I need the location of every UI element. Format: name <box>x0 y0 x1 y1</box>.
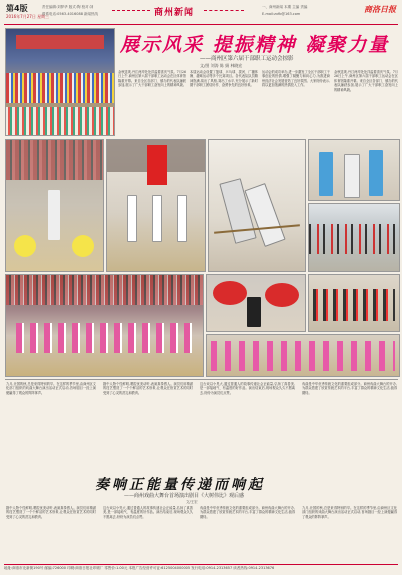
article2-subhead: ——商州戏曲大舞台首场演出剧目《大树伟比》观后感 <box>124 493 245 499</box>
photo-dance-performance <box>5 274 204 377</box>
main-subhead: ——商州区第六届干部职工运动会掠影 <box>200 56 294 62</box>
article2-column-2: 剧中人物个性鲜明,唱腔优美动听,表演真挚感人。演员们用精湛的技艺塑造了一个个鲜活的艺术形象,让观众在欣赏艺术的同时受到了心灵的洗礼和教育。 <box>103 382 193 395</box>
dancers-row <box>16 323 193 353</box>
article2-column-7: 戏曲是中华优秀传统文化的重要组成部分。商州戏曲大舞台的开办,为群众搭建了欣赏传统艺术的平台,丰富了群众的精神文化生活,值得期待。 <box>200 506 295 519</box>
red-flag <box>147 145 167 185</box>
article2-headline: 奏响正能量传递而响起 <box>95 477 265 493</box>
audience <box>6 275 203 305</box>
dancer-figure <box>48 190 60 240</box>
article2-column-4: 戏曲是中华优秀传统文化的重要组成部分。商州戏曲大舞台的开办,为群众搭建了欣赏传统艺术的平台,丰富了群众的精神文化生活,值得期待。 <box>302 382 397 395</box>
photo-spectators <box>308 139 400 201</box>
article2-byline: 文/王宏 <box>186 500 198 504</box>
issue-date: 2016年7月27日 星期三 <box>6 14 50 19</box>
section-title: 商州新闻 <box>154 8 195 18</box>
athlete-figure <box>152 195 162 242</box>
photo-flag-team <box>106 139 206 272</box>
marchers <box>313 289 395 321</box>
person-figure <box>344 154 360 198</box>
crowd-rows <box>6 73 114 103</box>
newspaper-logo: 商洛日报 <box>364 5 396 14</box>
photo-marching-team <box>308 274 400 332</box>
article2-column-1: 九月,北国的秋,总是来得特别的早。在这样的季节里,由商州区文化部门组织的戏曲大舞台演出活动正式启动,首场剧目一经上演便赢得了观众的阵阵掌声。 <box>6 382 96 395</box>
stage-banner <box>16 35 104 49</box>
athletes-rows <box>6 107 114 135</box>
photo-tug-of-war <box>208 139 306 272</box>
spectators <box>6 140 103 180</box>
photo-pink-dancers <box>206 334 400 377</box>
footer-info: 地址:商洛市北新街190号 邮编:726000 印刷:商洛日报社印刷厂 零售价:1.00元 本报广告经营许可证:6125004000005 发行电话:0914-2313657 读者热线:0914-2313676 <box>4 566 275 570</box>
article2-column-3: 这台戏以小见大,通过普通人的故事传递社会正能量,弘扬了真善美,是一部接地气、有温度的好作品。演出结束后,现场观众久久不愿离去,纷纷为演员们点赞。 <box>200 382 295 395</box>
person-figure <box>369 150 383 196</box>
article1-column-1: 金秋送爽,丹江两岸处处洋溢着喜庆气氛。7月26日上午,商州区第六届干部职工运动会在区体育馆隆重开幕。来自全区各部门、镇办的代表队踊跃参加,展示了广大干部职工奋发向上的精神风貌。 <box>118 70 186 88</box>
header-rule <box>4 24 398 25</box>
pink-dancers-row <box>211 341 395 371</box>
article2-column-8: 九月,北国的秋,总是来得特别的早。在这样的季节里,由商州区文化部门组织的戏曲大舞台演出活动正式启动,首场剧目一经上演便赢得了观众的阵阵掌声。 <box>302 506 397 519</box>
right-email: E-mail:zxfb@163.com <box>262 12 301 16</box>
main-byline: 文/图 刘涛 陈 娟 林晓宏 <box>200 63 243 68</box>
section-divider <box>5 379 398 380</box>
article2-column-6: 这台戏以小见大,通过普通人的故事传递社会正能量,弘扬了真善美,是一部接地气、有温度的好作品。演出结束后,现场观众久久不愿离去,纷纷为演员们点赞。 <box>103 506 193 519</box>
right-info: 一、商州新闻 本期 主编 责编 <box>262 5 308 9</box>
photo-red-fans <box>206 274 306 332</box>
red-fan <box>213 281 247 305</box>
editor-info: 责任编辑:刘梦华 版式:陶 校对:刘 <box>42 5 94 9</box>
photo-outdoor-drill <box>308 203 400 272</box>
article1-column-2: 本届运动会设置了篮球、乒乓球、拔河、广播体操、趣味运动等多个比赛项目。各代表队队员精神饱满,赛出了风格,赛出了水平,充分展示了新时期干部职工团结协作、奋勇争先的良好形象。 <box>190 70 258 88</box>
footer-rule <box>4 564 398 565</box>
person-figure <box>319 152 333 196</box>
page-number: 第4版 <box>6 4 28 13</box>
red-fan <box>265 283 299 307</box>
performer-figure <box>247 297 261 327</box>
main-headline: 展示风采 提振精神 凝聚力量 <box>120 34 390 56</box>
section-dash-right <box>204 10 244 11</box>
photo-opening-ceremony <box>5 28 115 136</box>
photo-fan-dance <box>5 139 104 272</box>
drill-team <box>309 224 399 254</box>
athlete-figure <box>177 195 187 242</box>
yellow-fan <box>14 235 36 257</box>
section-dash-left <box>112 10 150 11</box>
page-header <box>4 3 398 25</box>
article1-column-3: 运动会的成功举办,进一步激发了全区干部职工干事创业的热情,增强了凝聚力和向心力,为推进商州经济社会发展营造了良好氛围。大家纷纷表示,将以更加饱满的热情投入工作。 <box>262 70 330 88</box>
article2-column-5: 剧中人物个性鲜明,唱腔优美动听,表演真挚感人。演员们用精湛的技艺塑造了一个个鲜活的艺术形象,让观众在欣赏艺术的同时受到了心灵的洗礼和教育。 <box>6 506 96 519</box>
article1-column-4: 金秋送爽,丹江两岸处处洋溢着喜庆气氛。7月26日上午,商州区第六届干部职工运动会在区体育馆隆重开幕。来自全区各部门、镇办的代表队踊跃参加,展示了广大干部职工奋发向上的精神风貌。 <box>334 70 398 92</box>
yellow-fan <box>72 235 94 257</box>
athlete-figure <box>127 195 137 242</box>
contact-info: 联系电话:0563-4016088 新闻热线 <box>42 12 99 16</box>
